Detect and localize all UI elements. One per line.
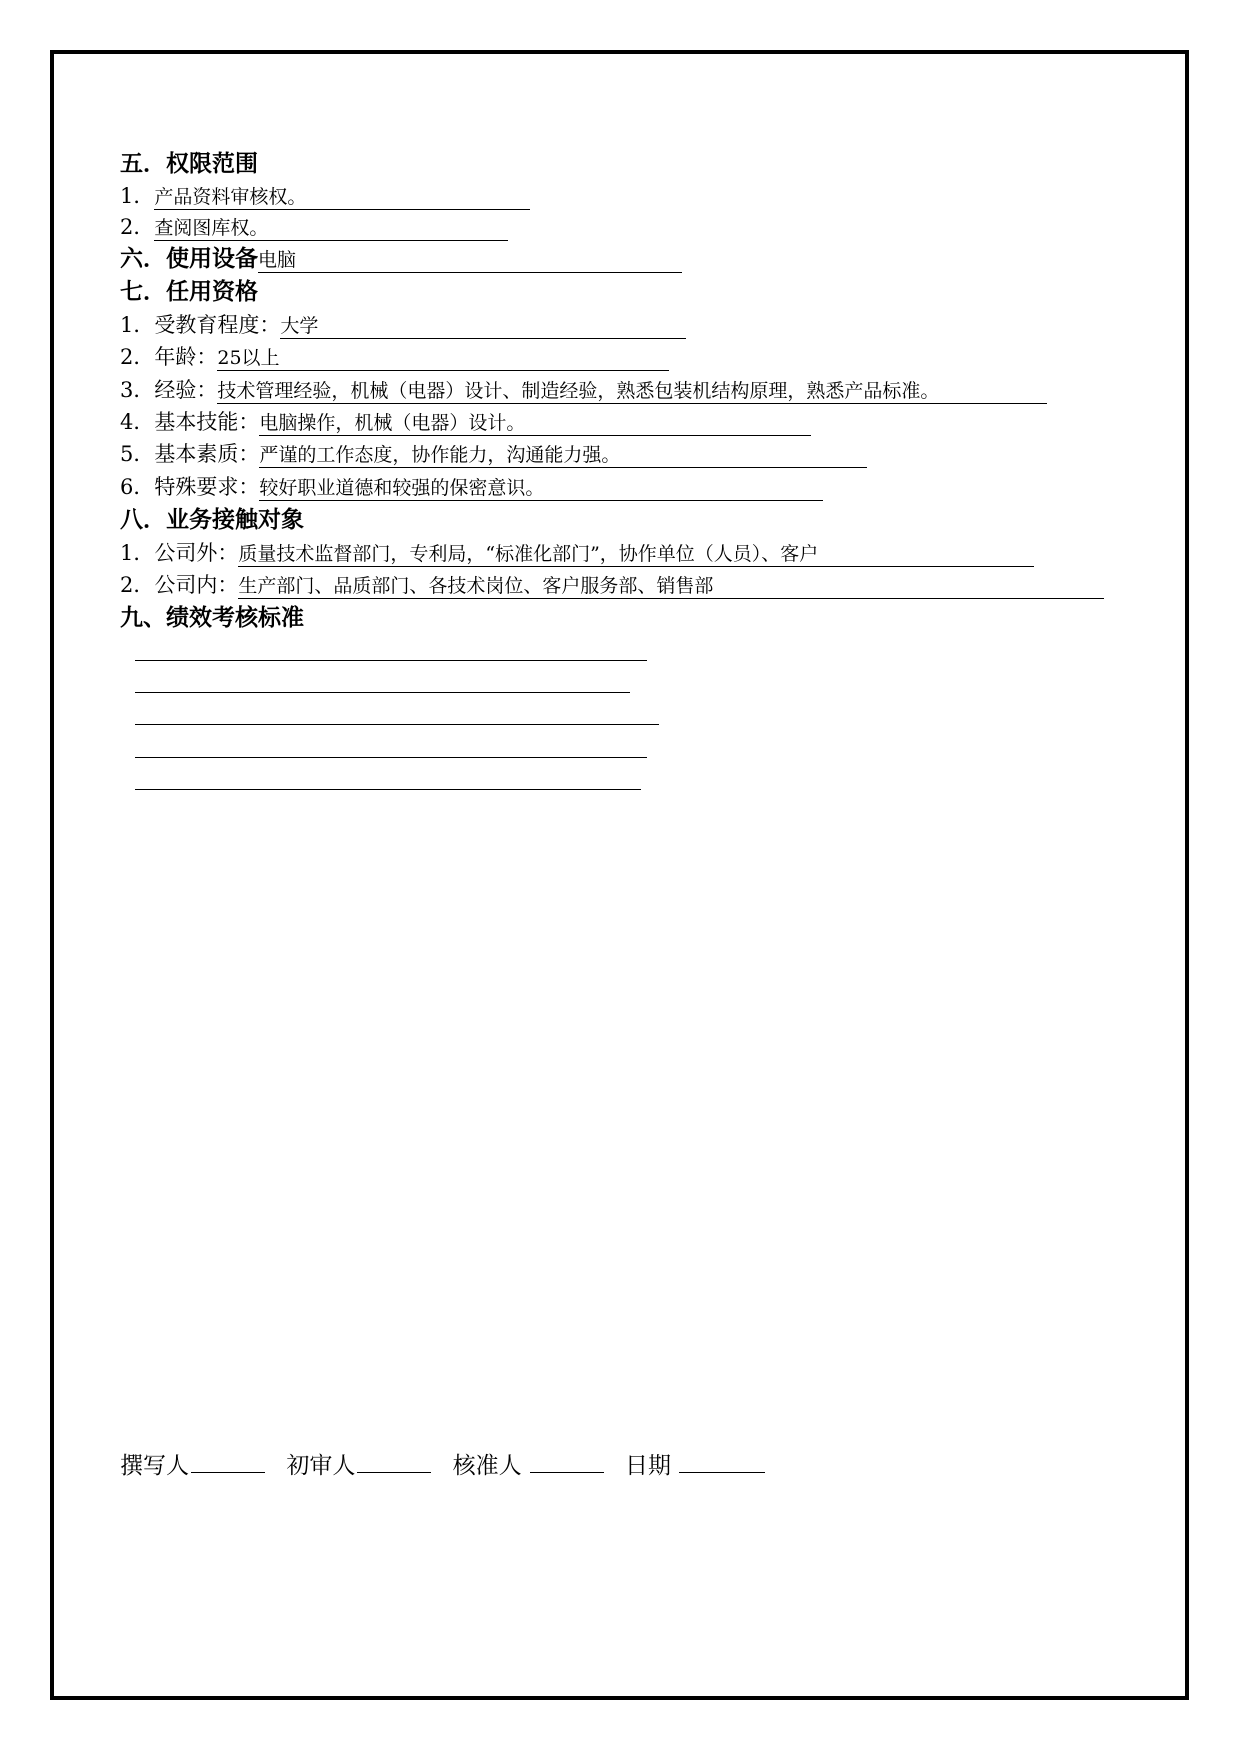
section-8-item-1 [120,537,1034,569]
author-field [120,1453,265,1479]
section-6-row [120,243,682,275]
section-6-title: 六．使用设备 [120,246,258,272]
item-value: 质量技术监督部门，专利局，“标准化部门”，协作单位（人员）、客户 [238,543,819,565]
section-7-item-1 [120,309,686,341]
author-label: 撰写人 [120,1453,189,1479]
item-underline [259,475,823,501]
item-underline [217,345,669,371]
item-value: 技术管理经验，机械（电器）设计、制造经验，熟悉包装机结构原理，熟悉产品标准。 [217,380,940,402]
date-blank [679,1448,765,1473]
item-underline [154,184,530,210]
item-underline [238,573,1104,599]
item-value: 产品资料审核权。 [154,186,307,208]
item-value: 查阅图库权。 [154,217,269,239]
section-7-item-2 [120,341,669,373]
item-underline [259,442,867,468]
item-prefix: 2．年龄： [120,345,218,369]
item-value: 25以上 [217,347,280,369]
section-7-item-5 [120,438,867,470]
item-prefix: 2．公司内： [120,573,239,597]
item-prefix: 3．经验： [120,378,218,402]
approver-field [453,1453,604,1479]
item-underline [217,378,1047,404]
approver-label: 核准人 [452,1453,522,1479]
item-underline [238,541,1034,567]
section-7-item-3 [120,374,1047,406]
approver-blank [530,1448,604,1473]
section-9-title: 九、绩效考核标准 [120,605,304,631]
item-prefix: 1．受教育程度： [120,313,281,337]
blank-line-4 [135,757,647,758]
item-prefix: 6．特殊要求： [120,475,260,499]
section-8-title: 八．业务接触对象 [120,507,304,533]
section-7-item-6 [120,471,823,503]
item-value: 大学 [280,315,319,337]
section-8-item-2 [120,569,1104,601]
signature-row [120,1448,779,1482]
blank-line-2 [135,692,630,693]
section-5-title: 五．权限范围 [120,151,258,177]
item-value: 较好职业道德和较强的保密意识。 [259,477,545,499]
section-5-item-1 [120,180,530,212]
date-field [625,1453,765,1479]
blank-line-1 [135,660,647,661]
item-prefix: 5．基本素质： [120,442,260,466]
item-prefix: 1．公司外： [120,541,239,565]
item-value: 生产部门、品质部门、各技术岗位、客户服务部、销售部 [238,575,714,597]
date-label: 日期 [624,1453,671,1479]
item-underline [280,313,686,339]
item-underline [259,410,811,436]
equipment-value: 电脑 [258,249,297,271]
item-prefix: 2． [120,215,155,239]
blank-line-5 [135,789,641,790]
section-7-item-4 [120,406,811,438]
section-7-title: 七．任用资格 [120,279,258,305]
blank-line-3 [135,724,659,725]
item-value: 严谨的工作态度，协作能力，沟通能力强。 [259,444,621,466]
item-prefix: 1． [120,184,155,208]
item-underline [154,215,508,241]
item-value: 电脑操作，机械（电器）设计。 [259,412,526,434]
first-review-blank [357,1448,431,1473]
author-blank [191,1448,265,1473]
item-underline [258,247,682,273]
item-prefix: 4．基本技能： [120,410,260,434]
first-review-label: 初审人 [286,1453,356,1479]
section-5-item-2 [120,211,508,243]
first-review-field [286,1453,431,1479]
